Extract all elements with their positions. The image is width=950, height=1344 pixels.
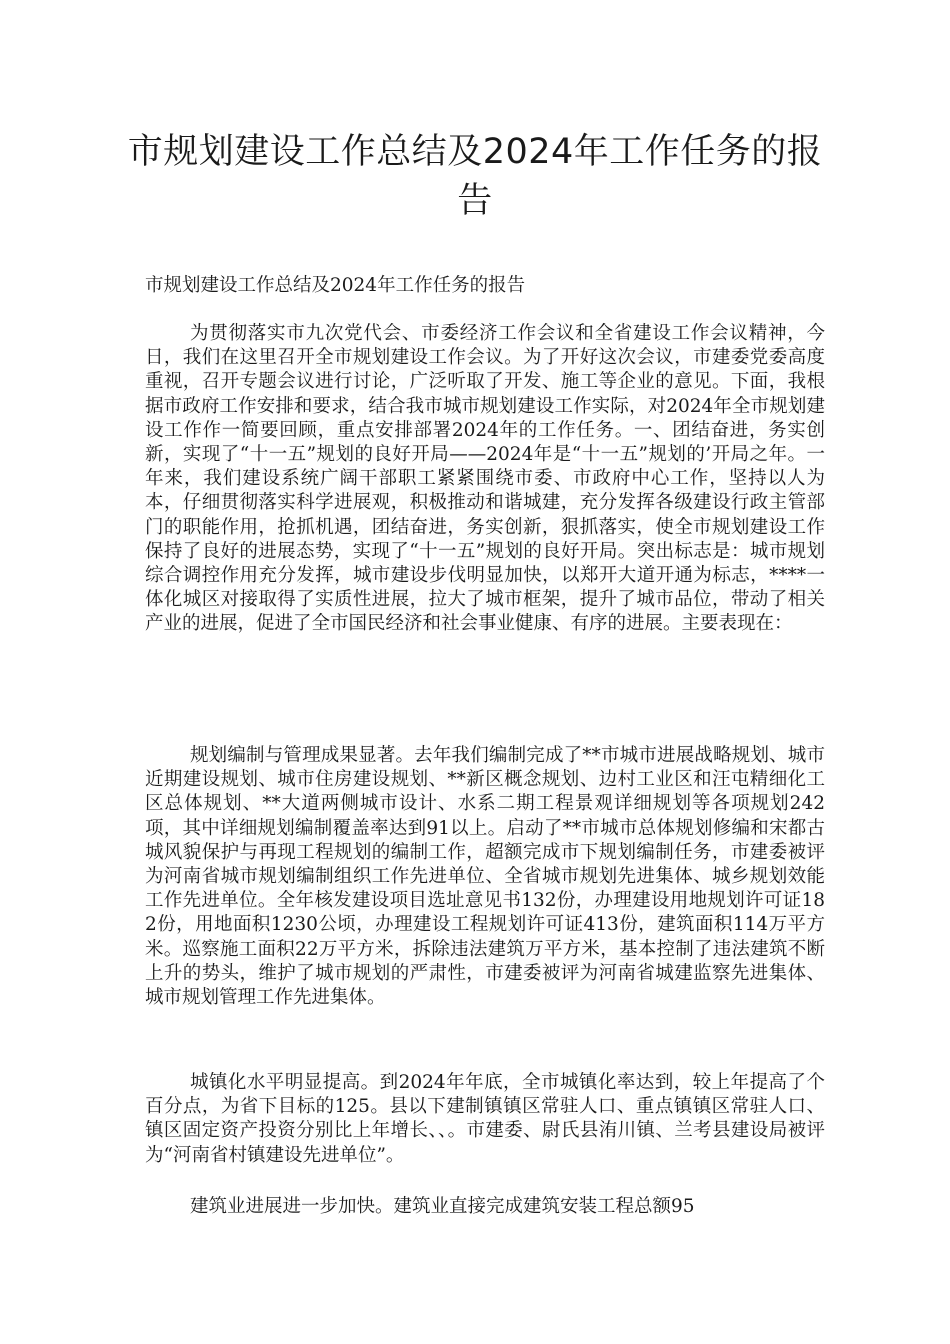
body-paragraph: 规划编制与管理成果显著。去年我们编制完成了**市城市进展战略规划、城市近期建设规划、城市住房建设规划、**新区概念规划、边村工业区和汪屯精细化工区总体规划、**大道两侧城市设计、水系二期工程景观详细规划等各项规划242项，其中详细规划编制覆盖率达到91以上。启动了**市城市总体规划修编和宋都古城风貌保护与再现工程规划的编制工作，超额完成市下规划编制任务，市建委被评为河南省城市规划编制组织工作先进单位、全省城市规划先进集体、城乡规划效能工作先进单位。全年核发建设项目选址意见书132份，办理建设用地规划许可证182份，用地面积1230公顷，办理建设工程规划许可证413份，建筑面积114万平方米。巡察施工面积22万平方米，拆除违法建筑万平方米，基本控制了违法建筑不断上升的势头，维护了城市规划的严肃性，市建委被评为河南省城建监察先进集体、城市规划管理工作先进集体。 bbox=[145, 745, 825, 1009]
document-subtitle: 市规划建设工作总结及2024年工作任务的报告 bbox=[145, 275, 526, 296]
body-paragraph: 建筑业进展进一步加快。建筑业直接完成建筑安装工程总额95 bbox=[190, 1196, 695, 1217]
document-title: 市规划建设工作总结及2024年工作任务的报告 bbox=[127, 132, 823, 221]
body-paragraph: 城镇化水平明显提高。到2024年年底，全市城镇化率达到，较上年提高了个百分点，为省下目标的125。县以下建制镇镇区常驻人口、重点镇镇区常驻人口、镇区固定资产投资分别比上年增长、、。市建委、尉氏县洧川镇、兰考县建设局被评为“河南省村镇建设先进单位”。 bbox=[145, 1072, 825, 1166]
body-paragraph: 为贯彻落实市九次党代会、市委经济工作会议和全省建设工作会议精神，今日，我们在这里召开全市规划建设工作会议。为了开好这次会议，市建委党委高度重视，召开专题会议进行讨论，广泛听取了开发、施工等企业的意见。下面，我根据市政府工作安排和要求，结合我市城市规划建设工作实际，对2024年全市规划建设工作作一简要回顾，重点安排部署2024年的工作任务。一、团结奋进，务实创新，实现了“十一五”规划的良好开局——2024年是“十一五”规划的’开局之年。一年来，我们建设系统广阔干部职工紧紧围绕市委、市政府中心工作，坚持以人为本，仔细贯彻落实科学进展观，积极推动和谐城建，充分发挥各级建设行政主管部门的职能作用，抢抓机遇，团结奋进，务实创新，狠抓落实，使全市规划建设工作保持了良好的进展态势，实现了“十一五”规划的良好开局。突出标志是：城市规划综合调控作用充分发挥，城市建设步伐明显加快，以郑开大道开通为标志，****一体化城区对接取得了实质性进展，拉大了城市框架，提升了城市品位，带动了相关产业的进展，促进了全市国民经济和社会事业健康、有序的进展。主要表现在： bbox=[145, 323, 825, 635]
